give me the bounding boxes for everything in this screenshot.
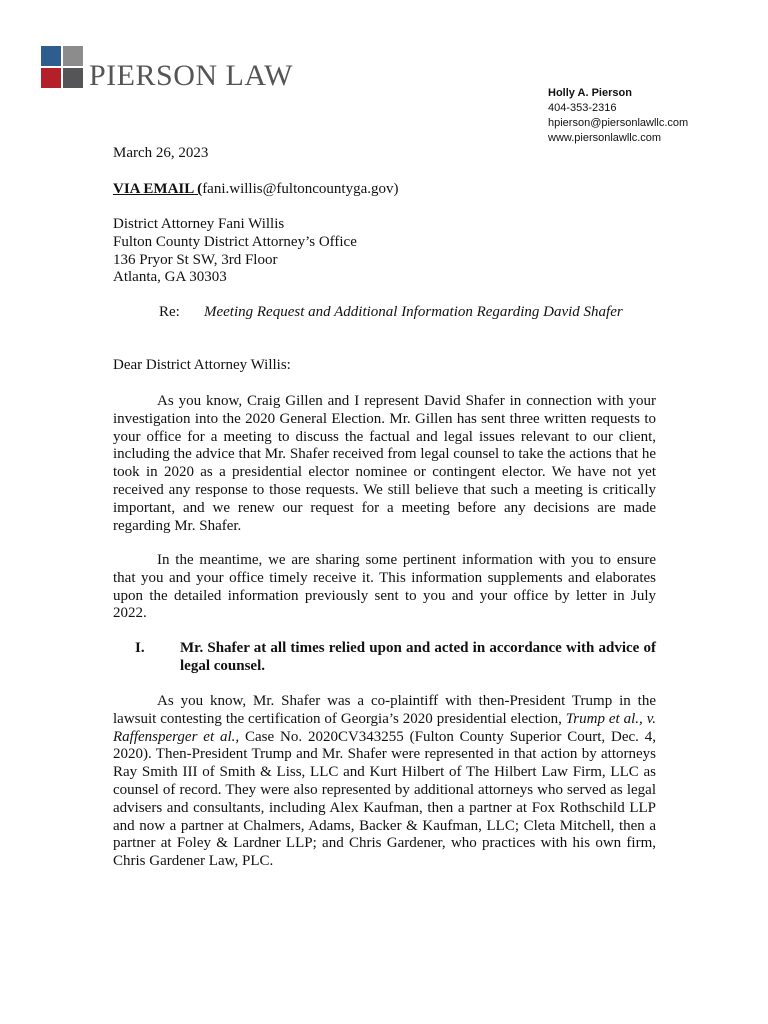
re-label: Re: [159, 304, 180, 320]
paragraph-1: As you know, Craig Gillen and I represent David Shafer in connection with your investigation into the 2020 General Election. Mr. Gillen has sent three written requests to your office for a meeting to discuss the factual and legal issues relevant to our client, including the advice that Mr. Shafer received from legal counsel to take the actions that he took in 2020 as a presidential elector nominee or contingent elector. We have not yet received any response to those requests. We still believe that such a meeting is critically important, and we renew our request for a meeting before any decisions are made regarding Mr. Shafer. [113, 393, 656, 534]
logo-square-gray [63, 46, 83, 66]
paragraph-3 [113, 693, 656, 871]
recipient-line: District Attorney Fani Willis [113, 216, 285, 232]
section-number: I. [135, 640, 145, 656]
paragraph-2: In the meantime, we are sharing some pertinent information with you to ensure that you and your office timely receive it. This information supplements and elaborates upon the detailed information previously sent to you and your office by letter in July 2022. [113, 552, 656, 622]
firm-name: PIERSON LAW [89, 59, 293, 92]
contact-name: Holly A. Pierson [548, 87, 632, 99]
re-subject: Meeting Request and Additional Information Regarding David Shafer [204, 304, 623, 320]
paragraph-3-part-a: As you know, Mr. Shafer was a co-plaintiff with then-President Trump in the lawsuit contesting the certification of Georgia’s 2020 presidential election, [113, 693, 656, 727]
letterhead-contact [548, 86, 758, 146]
letter-date: March 26, 2023 [113, 145, 209, 161]
case-name: Trump et al., v. Raffensperger et al., [113, 710, 656, 745]
contact-phone: 404-353-2316 [548, 102, 617, 114]
via-email-label: VIA EMAIL ( [113, 181, 203, 197]
section-heading-text: Mr. Shafer at all times relied upon and acted in accordance with advice of legal counsel. [180, 640, 656, 674]
contact-email[interactable]: hpierson@piersonlawllc.com [548, 117, 689, 129]
recipient-line: Atlanta, GA 30303 [113, 269, 227, 286]
via-email-address[interactable]: fani.willis@fultoncountyga.gov) [202, 181, 399, 197]
paragraph-3-part-b: Case No. 2020CV343255 (Fulton County Superior Court, Dec. 4, 2020). Then-President Trump and Mr. Shafer were represented in that action by attorneys Ray Smith III of Smith & Liss, LLC and Kurt Hilbert of The Hilbert Law Firm, LLC as counsel of record. They were also represented by additional attorneys who served as legal advisers and consultants, including Alex Kaufman, then a partner at Fox Rothschild LLP and now a partner at Chalmers, Adams, Backer & Kaufman, LLC; Cleta Mitchell, then a partner at Foley & Lardner LLP; and Chris Gardener, who practices with his own firm, Chris Gardener Law, PLC. [113, 728, 656, 870]
via-email-line [113, 181, 656, 199]
contact-website[interactable]: www.piersonlawllc.com [548, 132, 662, 144]
logo-square-red [41, 68, 61, 88]
firm-logo [41, 46, 293, 92]
recipient-line: 136 Pryor St SW, 3rd Floor [113, 251, 278, 268]
recipient-line: Fulton County District Attorney’s Office [113, 233, 357, 250]
recipient-address [113, 216, 656, 287]
salutation: Dear District Attorney Willis: [113, 357, 291, 373]
logo-square-dark [63, 68, 83, 88]
logo-square-blue [41, 46, 61, 66]
